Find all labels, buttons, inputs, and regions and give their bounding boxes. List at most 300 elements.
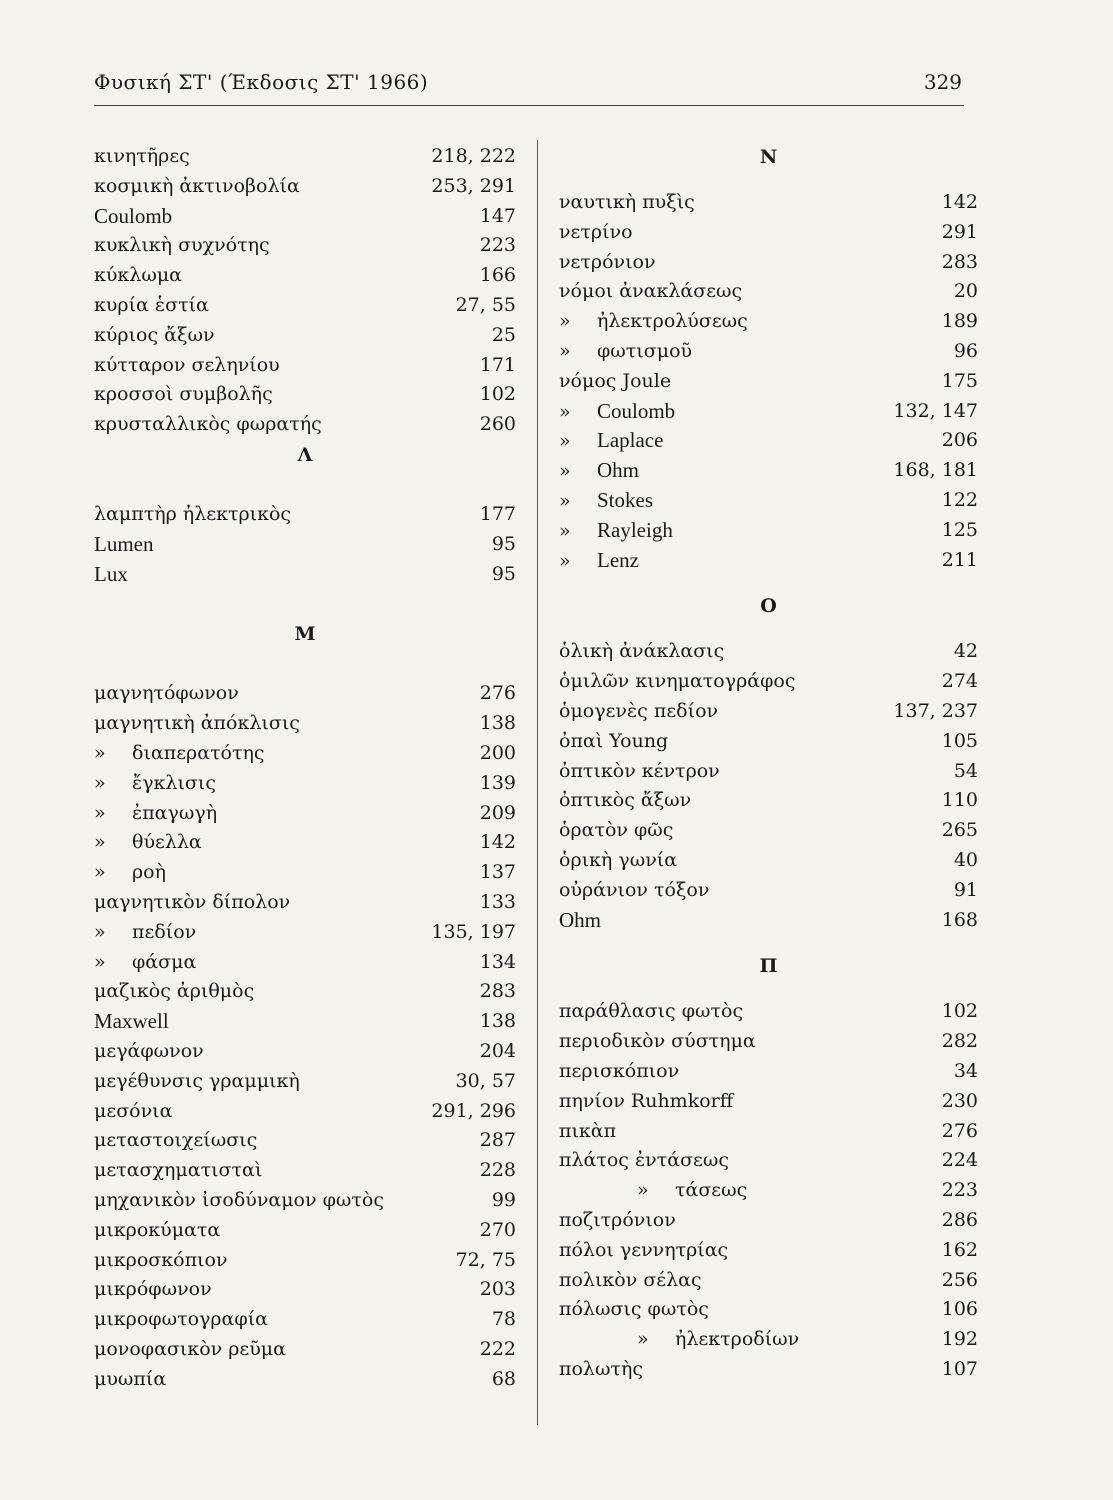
entry-pages: 287 bbox=[479, 1129, 516, 1152]
entry-text: ὁρατὸν φῶς bbox=[559, 819, 674, 842]
entry-pages: 224 bbox=[941, 1149, 978, 1172]
entry-pages: 95 bbox=[491, 532, 516, 555]
running-title: Φυσική ΣΤ' (Έκδοσις ΣΤ' 1966) bbox=[94, 70, 429, 94]
entry-pages: 211 bbox=[941, 548, 978, 571]
entry-pages: 102 bbox=[941, 1000, 978, 1023]
entry-term bbox=[94, 739, 265, 769]
entry-term bbox=[559, 188, 695, 218]
ditto-mark: » bbox=[94, 741, 106, 764]
index-entry bbox=[559, 218, 978, 248]
entry-text: Laplace bbox=[597, 428, 664, 453]
entry-pages: 138 bbox=[479, 1010, 516, 1033]
entry-pages: 171 bbox=[479, 353, 516, 376]
entry-text: μεσόνια bbox=[94, 1099, 173, 1122]
entry-term bbox=[559, 337, 692, 367]
index-entry bbox=[94, 888, 516, 918]
entry-pages: 204 bbox=[479, 1039, 516, 1062]
entry-pages: 192 bbox=[941, 1328, 978, 1351]
index-entry bbox=[559, 337, 978, 367]
index-entry bbox=[94, 142, 516, 172]
entry-text: ροὴ bbox=[132, 861, 166, 884]
entry-text: ὀπτικὸν κέντρον bbox=[559, 759, 720, 782]
entry-pages: 276 bbox=[479, 682, 516, 705]
index-entry bbox=[94, 858, 516, 888]
entry-term bbox=[94, 351, 280, 381]
index-entry bbox=[94, 828, 516, 858]
entry-text: κροσσοὶ συμβολῆς bbox=[94, 383, 273, 406]
index-entry bbox=[559, 1266, 978, 1296]
entry-term bbox=[559, 218, 633, 248]
ditto-mark: » bbox=[637, 1328, 649, 1351]
entry-term bbox=[559, 307, 748, 337]
entry-term bbox=[559, 248, 656, 278]
entry-pages: 282 bbox=[941, 1030, 978, 1053]
entry-term bbox=[559, 1087, 733, 1117]
entry-term bbox=[94, 1067, 300, 1097]
entry-term bbox=[94, 321, 215, 351]
entry-text: κύκλωμα bbox=[94, 264, 183, 287]
entry-text: Maxwell bbox=[94, 1009, 169, 1034]
entry-pages: 260 bbox=[479, 413, 516, 436]
entry-term bbox=[559, 997, 743, 1027]
entry-text: ἠλεκτρολύσεως bbox=[597, 310, 748, 333]
entry-pages: 168, 181 bbox=[893, 459, 978, 482]
index-entry bbox=[94, 1365, 516, 1395]
index-entry bbox=[94, 351, 516, 381]
entry-term bbox=[637, 1176, 747, 1206]
index-entry bbox=[94, 1246, 516, 1276]
entry-pages: 137 bbox=[479, 861, 516, 884]
entry-term bbox=[94, 410, 322, 440]
entry-text: μεγάφωνον bbox=[94, 1039, 204, 1062]
page-number: 329 bbox=[923, 70, 962, 94]
entry-term bbox=[94, 500, 291, 530]
entry-term bbox=[559, 786, 691, 816]
entry-term bbox=[559, 697, 718, 727]
column-divider bbox=[537, 140, 538, 1425]
entry-term bbox=[559, 1057, 679, 1087]
entry-text: ναυτικὴ πυξὶς bbox=[559, 191, 695, 213]
entry-term bbox=[94, 799, 217, 829]
entry-text: κινητῆρες bbox=[94, 145, 190, 167]
entry-pages: 175 bbox=[941, 369, 978, 392]
entry-pages: 230 bbox=[941, 1089, 978, 1112]
index-entry bbox=[559, 727, 978, 757]
entry-text: ὁμιλῶν κινηματογράφος bbox=[559, 670, 796, 693]
entry-pages: 209 bbox=[479, 801, 516, 824]
entry-pages: 222 bbox=[479, 1337, 516, 1360]
entry-text: πεδίον bbox=[132, 920, 197, 943]
index-entry bbox=[94, 1156, 516, 1186]
entry-term bbox=[559, 637, 724, 667]
entry-text: κύριος ἄξων bbox=[94, 323, 215, 346]
entry-term bbox=[94, 142, 190, 172]
entry-pages: 286 bbox=[941, 1208, 978, 1231]
entry-term bbox=[559, 1146, 729, 1176]
entry-term bbox=[559, 397, 675, 428]
entry-term bbox=[559, 367, 671, 397]
entry-pages: 274 bbox=[941, 670, 978, 693]
spacer bbox=[94, 649, 516, 679]
entry-text: τάσεως bbox=[675, 1179, 748, 1202]
entry-pages: 147 bbox=[479, 204, 516, 227]
entry-pages: 206 bbox=[941, 429, 978, 452]
index-entry bbox=[559, 1355, 978, 1385]
ditto-mark: » bbox=[94, 950, 106, 973]
entry-text: περισκόπιον bbox=[559, 1059, 680, 1082]
entry-term bbox=[94, 380, 273, 410]
index-entry bbox=[94, 321, 516, 351]
entry-text: Lumen bbox=[94, 531, 154, 556]
entry-pages: 106 bbox=[941, 1298, 978, 1321]
entry-term bbox=[559, 486, 653, 517]
section-letter: Λ bbox=[297, 443, 313, 466]
index-entry bbox=[559, 997, 978, 1027]
entry-term bbox=[94, 948, 196, 978]
entry-text: πόλοι γεννητρίας bbox=[559, 1238, 729, 1261]
ditto-mark: » bbox=[94, 801, 106, 824]
ditto-mark: » bbox=[559, 400, 571, 423]
entry-pages: 72, 75 bbox=[455, 1248, 516, 1271]
index-entry bbox=[559, 456, 978, 486]
index-entry bbox=[559, 426, 978, 456]
index-entry bbox=[94, 918, 516, 948]
entry-pages: 223 bbox=[941, 1179, 978, 1202]
entry-pages: 27, 55 bbox=[455, 293, 516, 316]
entry-term bbox=[94, 231, 270, 261]
index-entry bbox=[94, 1335, 516, 1365]
entry-text: περιοδικὸν σύστημα bbox=[559, 1030, 756, 1053]
entry-term bbox=[94, 1275, 212, 1305]
entry-term bbox=[559, 1295, 709, 1325]
entry-text: κρυσταλλικὸς φωρατής bbox=[94, 413, 322, 436]
entry-pages: 99 bbox=[491, 1188, 516, 1211]
index-entry bbox=[559, 188, 978, 218]
entry-text: ὀπαὶ Young bbox=[559, 729, 669, 752]
entry-text: πόλωσις φωτὸς bbox=[559, 1298, 709, 1321]
entry-text: Rayleigh bbox=[597, 517, 673, 542]
entry-pages: 139 bbox=[479, 771, 516, 794]
entry-term bbox=[559, 1355, 643, 1385]
entry-text: Stokes bbox=[597, 487, 654, 512]
index-entry bbox=[94, 410, 516, 440]
entry-pages: 162 bbox=[941, 1238, 978, 1261]
entry-text: μυωπία bbox=[94, 1367, 167, 1390]
index-entry bbox=[559, 816, 978, 846]
entry-pages: 142 bbox=[941, 191, 978, 213]
index-entry bbox=[94, 1275, 516, 1305]
ditto-mark: » bbox=[559, 549, 571, 572]
entry-pages: 96 bbox=[953, 339, 978, 362]
entry-term bbox=[94, 769, 216, 799]
entry-text: νόμος Joule bbox=[559, 369, 672, 392]
spacer bbox=[559, 575, 978, 591]
spacer bbox=[559, 172, 978, 188]
index-entry bbox=[94, 1126, 516, 1156]
index-entry bbox=[94, 769, 516, 799]
index-entry bbox=[94, 500, 516, 530]
entry-text: μικροκύματα bbox=[94, 1218, 221, 1241]
section-letter: Π bbox=[759, 955, 778, 978]
index-entry bbox=[559, 1295, 978, 1325]
entry-pages: 122 bbox=[941, 488, 978, 511]
entry-pages: 133 bbox=[479, 890, 516, 913]
entry-term bbox=[559, 816, 673, 846]
index-entry bbox=[94, 948, 516, 978]
entry-pages: 283 bbox=[941, 250, 978, 273]
index-entry bbox=[94, 739, 516, 769]
entry-term bbox=[559, 906, 601, 937]
index-entry bbox=[94, 1216, 516, 1246]
entry-pages: 270 bbox=[479, 1218, 516, 1241]
entry-text: νετρίνο bbox=[559, 220, 633, 243]
index-entry bbox=[559, 1027, 978, 1057]
index-entry bbox=[559, 697, 978, 727]
entry-text: πολικὸν σέλας bbox=[559, 1268, 702, 1291]
entry-text: μετασχηματισταὶ bbox=[94, 1159, 263, 1182]
entry-term bbox=[94, 560, 128, 591]
section-letter: Ν bbox=[759, 146, 778, 168]
entry-term bbox=[559, 667, 796, 697]
entry-pages: 132, 147 bbox=[893, 399, 978, 422]
entry-text: νετρόνιον bbox=[559, 250, 656, 273]
entry-term bbox=[559, 1266, 702, 1296]
entry-term bbox=[94, 291, 209, 321]
index-entry bbox=[559, 876, 978, 906]
entry-term bbox=[559, 277, 742, 307]
entry-term bbox=[94, 172, 300, 202]
entry-term bbox=[559, 727, 668, 757]
entry-pages: 276 bbox=[941, 1119, 978, 1142]
entry-text: μηχανικὸν ἰσοδύναμον φωτὸς bbox=[94, 1188, 384, 1211]
index-entry bbox=[94, 1097, 516, 1127]
ditto-mark: » bbox=[94, 771, 106, 794]
ditto-mark: » bbox=[559, 460, 571, 483]
entry-pages: 20 bbox=[953, 280, 978, 303]
entry-term bbox=[94, 261, 182, 291]
entry-pages: 291 bbox=[941, 220, 978, 243]
ditto-mark: » bbox=[559, 489, 571, 512]
entry-term bbox=[559, 846, 677, 876]
entry-term bbox=[94, 530, 153, 561]
entry-text: μικροφωτογραφία bbox=[94, 1308, 268, 1331]
index-entry bbox=[94, 1067, 516, 1097]
index-entry bbox=[559, 1087, 978, 1117]
index-entry bbox=[559, 397, 978, 427]
index-entry bbox=[94, 202, 516, 232]
index-entry bbox=[94, 709, 516, 739]
entry-text: οὐράνιον τόξον bbox=[559, 878, 710, 901]
index-entry bbox=[559, 307, 978, 337]
index-entry bbox=[559, 1146, 978, 1176]
entry-pages: 135, 197 bbox=[431, 920, 516, 943]
entry-term bbox=[559, 1027, 756, 1057]
ditto-mark: » bbox=[559, 519, 571, 542]
entry-text: ὁμογενὲς πεδίον bbox=[559, 699, 719, 722]
index-entry bbox=[94, 172, 516, 202]
index-entry bbox=[94, 560, 516, 590]
entry-term bbox=[559, 456, 639, 487]
ditto-mark: » bbox=[94, 920, 106, 943]
entry-pages: 134 bbox=[479, 950, 516, 973]
entry-text: Coulomb bbox=[597, 398, 676, 423]
entry-term bbox=[94, 679, 239, 709]
entry-text: ὁρικὴ γωνία bbox=[559, 848, 678, 871]
entry-text: Lux bbox=[94, 561, 128, 586]
entry-term bbox=[559, 426, 663, 457]
entry-text: ἔγκλισις bbox=[132, 771, 216, 794]
index-entry bbox=[559, 757, 978, 787]
entry-text: πολωτὴς bbox=[559, 1357, 643, 1380]
index-column-left bbox=[94, 142, 516, 1394]
entry-pages: 142 bbox=[479, 831, 516, 854]
entry-term bbox=[94, 1126, 257, 1156]
entry-term bbox=[94, 709, 300, 739]
index-entry bbox=[94, 1305, 516, 1335]
section-letter: Μ bbox=[294, 623, 316, 646]
index-column-right bbox=[559, 142, 978, 1385]
entry-pages: 166 bbox=[479, 264, 516, 287]
entry-pages: 68 bbox=[491, 1367, 516, 1390]
entry-text: πικὰπ bbox=[559, 1119, 617, 1142]
index-entry bbox=[94, 231, 516, 261]
entry-text: μαζικὸς ἀριθμὸς bbox=[94, 980, 255, 1003]
entry-text: κυκλικὴ συχνότης bbox=[94, 234, 270, 257]
entry-text: μικρόφωνον bbox=[94, 1278, 212, 1301]
page-header bbox=[94, 66, 962, 100]
entry-text: λαμπτὴρ ἠλεκτρικὸς bbox=[94, 502, 292, 525]
entry-pages: 42 bbox=[953, 640, 978, 663]
index-entry bbox=[559, 906, 978, 936]
index-entry bbox=[559, 786, 978, 816]
index-entry bbox=[94, 530, 516, 560]
index-entry bbox=[94, 799, 516, 829]
entry-pages: 228 bbox=[479, 1159, 516, 1182]
spacer bbox=[559, 981, 978, 997]
entry-text: φάσμα bbox=[132, 950, 197, 973]
entry-text: διαπερατότης bbox=[132, 741, 265, 764]
entry-term bbox=[559, 876, 709, 906]
entry-text: ποζιτρόνιον bbox=[559, 1208, 676, 1231]
entry-term bbox=[94, 1097, 172, 1127]
index-entry bbox=[94, 380, 516, 410]
entry-pages: 283 bbox=[479, 980, 516, 1003]
entry-term bbox=[559, 516, 673, 547]
entry-term bbox=[94, 1037, 204, 1067]
spacer bbox=[559, 935, 978, 951]
entry-text: ἐπαγωγὴ bbox=[132, 801, 218, 824]
entry-text: Coulomb bbox=[94, 203, 173, 228]
entry-text: ὁλικὴ ἀνάκλασις bbox=[559, 640, 725, 663]
index-entry bbox=[559, 846, 978, 876]
spacer bbox=[94, 470, 516, 500]
entry-term bbox=[94, 202, 172, 233]
entry-pages: 138 bbox=[479, 712, 516, 735]
section-letter: Ο bbox=[760, 595, 777, 618]
ditto-mark: » bbox=[559, 430, 571, 453]
entry-pages: 203 bbox=[479, 1278, 516, 1301]
index-entry bbox=[559, 637, 978, 667]
entry-text: κύτταρον σεληνίου bbox=[94, 353, 280, 376]
entry-text: πηνίον Ruhmkorff bbox=[559, 1089, 734, 1112]
entry-term bbox=[94, 888, 290, 918]
entry-text: θύελλα bbox=[132, 831, 202, 854]
header-rule bbox=[94, 105, 964, 106]
index-entry bbox=[94, 291, 516, 321]
spacer bbox=[559, 621, 978, 637]
entry-text: μονοφασικὸν ρεῦμα bbox=[94, 1337, 286, 1360]
entry-pages: 253, 291 bbox=[431, 174, 516, 197]
entry-text: ἠλεκτροδίων bbox=[675, 1328, 800, 1351]
entry-term bbox=[559, 546, 639, 577]
entry-text: κοσμικὴ ἀκτινοβολία bbox=[94, 174, 300, 197]
entry-pages: 95 bbox=[491, 562, 516, 585]
entry-pages: 25 bbox=[491, 323, 516, 346]
ditto-mark: » bbox=[559, 310, 571, 333]
entry-term bbox=[94, 1335, 286, 1365]
entry-pages: 200 bbox=[479, 741, 516, 764]
entry-text: παράθλασις φωτὸς bbox=[559, 1000, 744, 1023]
index-entry bbox=[94, 1186, 516, 1216]
index-entry bbox=[94, 679, 516, 709]
entry-text: νόμοι ἀνακλάσεως bbox=[559, 280, 743, 303]
entry-term bbox=[94, 1246, 228, 1276]
entry-pages: 177 bbox=[479, 502, 516, 525]
entry-text: Lenz bbox=[597, 547, 639, 572]
entry-pages: 189 bbox=[941, 310, 978, 333]
entry-pages: 137, 237 bbox=[893, 699, 978, 722]
entry-pages: 78 bbox=[491, 1308, 516, 1331]
entry-pages: 54 bbox=[953, 759, 978, 782]
entry-term bbox=[94, 918, 196, 948]
spacer bbox=[94, 589, 516, 619]
entry-term bbox=[559, 1206, 676, 1236]
entry-pages: 218, 222 bbox=[431, 145, 516, 167]
entry-pages: 91 bbox=[953, 878, 978, 901]
index-entry bbox=[559, 1236, 978, 1266]
index-entry bbox=[559, 546, 978, 576]
entry-term bbox=[94, 1305, 268, 1335]
entry-pages: 102 bbox=[479, 383, 516, 406]
entry-term bbox=[94, 1216, 220, 1246]
entry-text: μαγνητόφωνον bbox=[94, 682, 239, 705]
entry-term bbox=[94, 828, 202, 858]
entry-pages: 40 bbox=[953, 848, 978, 871]
index-entry bbox=[559, 248, 978, 278]
entry-term bbox=[559, 1236, 728, 1266]
ditto-mark: » bbox=[559, 339, 571, 362]
index-entry bbox=[94, 1007, 516, 1037]
index-entry bbox=[559, 1206, 978, 1236]
entry-pages: 110 bbox=[941, 789, 978, 812]
entry-text: φωτισμοῦ bbox=[597, 339, 693, 362]
entry-pages: 34 bbox=[953, 1059, 978, 1082]
entry-pages: 125 bbox=[941, 518, 978, 541]
entry-term bbox=[559, 1117, 616, 1147]
entry-pages: 223 bbox=[479, 234, 516, 257]
entry-text: μαγνητικὸν δίπολον bbox=[94, 890, 291, 913]
entry-term bbox=[94, 858, 166, 888]
entry-text: Ohm bbox=[597, 458, 639, 483]
entry-term bbox=[637, 1325, 799, 1355]
index-entry bbox=[559, 1117, 978, 1147]
entry-text: ὀπτικὸς ἄξων bbox=[559, 789, 692, 812]
entry-text: μαγνητικὴ ἀπόκλισις bbox=[94, 712, 300, 735]
ditto-mark: » bbox=[94, 831, 106, 854]
entry-pages: 30, 57 bbox=[455, 1069, 516, 1092]
ditto-mark: » bbox=[94, 861, 106, 884]
index-entry bbox=[559, 1057, 978, 1087]
